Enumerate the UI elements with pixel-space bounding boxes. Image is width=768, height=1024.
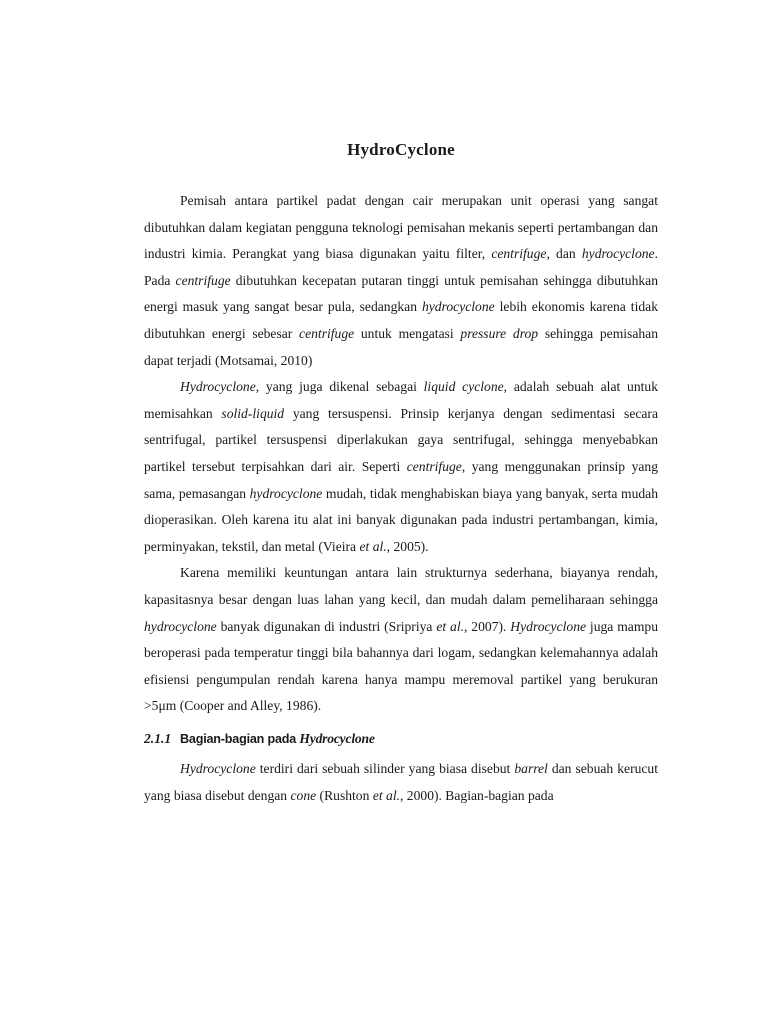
italic-term: pressure drop bbox=[460, 325, 539, 341]
paragraph-1 bbox=[144, 188, 658, 374]
italic-term: barrel bbox=[514, 761, 548, 777]
text-run: , dan bbox=[546, 246, 582, 262]
document-title: HydroCyclone bbox=[347, 140, 455, 159]
italic-term: centrifuge bbox=[406, 458, 462, 474]
italic-term: Hydrocyclone bbox=[510, 618, 587, 634]
section-paragraph-1 bbox=[144, 756, 658, 809]
text-run: dibutuhkan kecepatan putaran tinggi untuk pemisahan sehingga dibutuhkan energi masuk yang sangat besar pula, sedangkan bbox=[144, 272, 658, 315]
text-run: sehingga pemisahan dapat terjadi (Motsamai, 2010) bbox=[144, 325, 658, 368]
italic-term: Hydrocyclone bbox=[180, 379, 256, 395]
italic-term: liquid cyclone bbox=[423, 379, 504, 395]
italic-term: hydrocyclone bbox=[144, 618, 217, 634]
text-run: banyak digunakan di industri (Sripriya bbox=[216, 618, 437, 634]
text-run: Pemisah antara partikel padat dengan cair merupakan unit operasi yang sangat dibutuhkan dalam kegiatan pengguna teknologi pemisahan mekanis seperti pertambangan dan industri kimia. Perangkat yang biasa digunakan yaitu filter, bbox=[144, 193, 658, 262]
italic-term: solid-liquid bbox=[221, 405, 285, 421]
italic-term: Hydrocyclone bbox=[180, 761, 256, 777]
text-run: lebih ekonomis karena tidak dibutuhkan energi sebesar bbox=[144, 299, 658, 341]
section-paragraphs bbox=[144, 756, 658, 809]
section-title-italic: Hydrocyclone bbox=[299, 730, 375, 746]
text-run: juga mampu beroperasi pada temperatur tinggi bila bahannya dari logam, sedangkan kelemahannya adalah efisiensi pengumpulan rendah karena hanya mampu meremoval partikel yang berukuran >5μm (Cooper and Alley, 1986). bbox=[144, 618, 658, 714]
italic-term: centrifuge bbox=[175, 272, 231, 288]
section-title bbox=[180, 732, 375, 746]
text-run: , adalah sebuah alat untuk memisahkan bbox=[144, 379, 658, 421]
text-run: Karena memiliki keuntungan antara lain strukturnya sederhana, biayanya rendah, kapasitasnya besar dengan luas lahan yang kecil, dan mudah dalam pemeliharaan sehingga bbox=[144, 565, 658, 607]
italic-term: centrifuge bbox=[491, 246, 547, 262]
text-run: , yang juga dikenal sebagai bbox=[255, 379, 424, 395]
text-run: , yang menggunakan prinsip yang sama, pemasangan bbox=[144, 458, 658, 501]
italic-term: hydrocyclone bbox=[421, 299, 495, 315]
paragraph-3 bbox=[144, 560, 658, 720]
section-heading bbox=[144, 726, 658, 753]
document-page bbox=[144, 140, 658, 810]
italic-term: et al. bbox=[436, 618, 465, 634]
section-number: 2.1.1 bbox=[144, 730, 172, 746]
italic-term: et al. bbox=[372, 788, 400, 804]
text-run: untuk mengatasi bbox=[354, 325, 461, 341]
italic-term: hydrocyclone bbox=[581, 246, 655, 262]
paragraph-2 bbox=[144, 374, 658, 560]
italic-term: et al. bbox=[359, 538, 387, 554]
text-run: , 2005). bbox=[386, 538, 429, 554]
text-run: , 2007). bbox=[464, 618, 511, 634]
text-run: mudah, tidak menghabiskan biaya yang banyak, serta mudah dioperasikan. Oleh karena itu alat ini banyak digunakan pada industri pertambangan, kimia, perminyakan, tekstil, dan metal (Vieira bbox=[144, 485, 659, 554]
text-run: terdiri dari sebuah silinder yang biasa disebut bbox=[255, 761, 515, 777]
text-run: yang tersuspensi. Prinsip kerjanya dengan sedimentasi secara sentrifugal, partikel tersuspensi diperlakukan gaya sentrifugal, sehingga menyebabkan partikel tersebut terpisahkan dari air. Seperti bbox=[144, 405, 658, 474]
text-run: , 2000). Bagian-bagian pada bbox=[400, 788, 554, 804]
text-run: (Rushton bbox=[316, 788, 373, 804]
italic-term: centrifuge bbox=[299, 325, 355, 341]
text-run: dan sebuah kerucut yang biasa disebut dengan bbox=[144, 761, 658, 804]
text-run: . Pada bbox=[144, 246, 658, 288]
italic-term: cone bbox=[290, 788, 317, 804]
section-title-plain: Bagian-bagian pada bbox=[180, 731, 300, 746]
body-paragraphs bbox=[144, 188, 658, 720]
italic-term: hydrocyclone bbox=[249, 485, 323, 501]
